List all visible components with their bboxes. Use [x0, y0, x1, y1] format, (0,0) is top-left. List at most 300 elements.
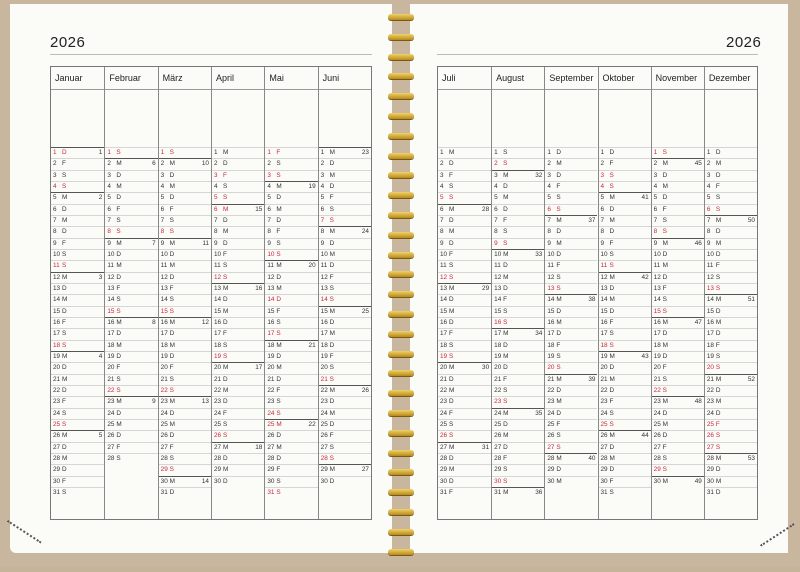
day-row[interactable]: [438, 249, 491, 260]
day-row[interactable]: [159, 340, 211, 351]
day-row[interactable]: [599, 170, 651, 181]
day-row[interactable]: [545, 306, 597, 317]
day-row[interactable]: [159, 147, 211, 158]
day-row[interactable]: [599, 476, 651, 487]
day-row[interactable]: [159, 351, 211, 362]
day-row[interactable]: [319, 204, 371, 215]
day-row[interactable]: [51, 442, 104, 453]
day-row[interactable]: [705, 487, 757, 498]
day-row[interactable]: [51, 294, 104, 305]
day-row[interactable]: [492, 340, 544, 351]
day-row[interactable]: [212, 306, 264, 317]
day-row[interactable]: [212, 204, 264, 215]
day-row[interactable]: [545, 215, 597, 226]
day-row[interactable]: [492, 351, 544, 362]
day-row[interactable]: [319, 408, 371, 419]
day-row[interactable]: [265, 419, 317, 430]
day-row[interactable]: [492, 419, 544, 430]
day-row[interactable]: [319, 147, 371, 158]
day-row[interactable]: [545, 260, 597, 271]
day-row[interactable]: [159, 476, 211, 487]
day-row[interactable]: [492, 260, 544, 271]
day-row[interactable]: [545, 396, 597, 407]
day-row[interactable]: [599, 362, 651, 373]
day-row[interactable]: [265, 453, 317, 464]
day-row[interactable]: [212, 260, 264, 271]
day-row[interactable]: [159, 317, 211, 328]
day-row[interactable]: [599, 328, 651, 339]
day-row[interactable]: [319, 328, 371, 339]
day-row[interactable]: [212, 147, 264, 158]
day-row[interactable]: [105, 215, 157, 226]
day-row[interactable]: [212, 351, 264, 362]
day-row[interactable]: [438, 328, 491, 339]
day-row[interactable]: [212, 453, 264, 464]
day-row[interactable]: [265, 351, 317, 362]
day-row[interactable]: [105, 317, 157, 328]
day-row[interactable]: [438, 170, 491, 181]
day-row[interactable]: [438, 442, 491, 453]
day-row[interactable]: [599, 272, 651, 283]
day-row[interactable]: [438, 215, 491, 226]
day-row[interactable]: [438, 294, 491, 305]
day-row[interactable]: [159, 442, 211, 453]
day-row[interactable]: [652, 340, 704, 351]
day-row[interactable]: [492, 158, 544, 169]
day-row[interactable]: [265, 226, 317, 237]
day-row[interactable]: [319, 453, 371, 464]
day-row[interactable]: [319, 476, 371, 487]
day-row[interactable]: [51, 464, 104, 475]
day-row[interactable]: [159, 306, 211, 317]
day-row[interactable]: [159, 362, 211, 373]
day-row[interactable]: [51, 408, 104, 419]
day-row[interactable]: [599, 238, 651, 249]
day-row[interactable]: [159, 158, 211, 169]
day-row[interactable]: [105, 272, 157, 283]
day-row[interactable]: [438, 362, 491, 373]
day-row[interactable]: [492, 238, 544, 249]
day-row[interactable]: [212, 396, 264, 407]
day-row[interactable]: [319, 374, 371, 385]
day-row[interactable]: [599, 487, 651, 498]
day-row[interactable]: [159, 181, 211, 192]
day-row[interactable]: [492, 181, 544, 192]
day-row[interactable]: [159, 294, 211, 305]
day-row[interactable]: [545, 249, 597, 260]
day-row[interactable]: [319, 442, 371, 453]
day-row[interactable]: [319, 430, 371, 441]
day-row[interactable]: [212, 158, 264, 169]
day-row[interactable]: [705, 362, 757, 373]
day-row[interactable]: [652, 396, 704, 407]
day-row[interactable]: [545, 453, 597, 464]
day-row[interactable]: [319, 396, 371, 407]
day-row[interactable]: [105, 340, 157, 351]
day-row[interactable]: [705, 385, 757, 396]
day-row[interactable]: [212, 238, 264, 249]
day-row[interactable]: [545, 204, 597, 215]
day-row[interactable]: [705, 158, 757, 169]
day-row[interactable]: [159, 385, 211, 396]
day-row[interactable]: [159, 215, 211, 226]
day-row[interactable]: [652, 294, 704, 305]
day-row[interactable]: [705, 215, 757, 226]
day-row[interactable]: [705, 464, 757, 475]
day-row[interactable]: [319, 362, 371, 373]
day-row[interactable]: [51, 272, 104, 283]
day-row[interactable]: [319, 249, 371, 260]
day-row[interactable]: [438, 430, 491, 441]
day-row[interactable]: [438, 181, 491, 192]
day-row[interactable]: [51, 215, 104, 226]
day-row[interactable]: [545, 408, 597, 419]
day-row[interactable]: [159, 260, 211, 271]
day-row[interactable]: [105, 283, 157, 294]
day-row[interactable]: [212, 283, 264, 294]
day-row[interactable]: [51, 238, 104, 249]
day-row[interactable]: [545, 385, 597, 396]
day-row[interactable]: [212, 192, 264, 203]
day-row[interactable]: [51, 283, 104, 294]
day-row[interactable]: [265, 408, 317, 419]
day-row[interactable]: [265, 204, 317, 215]
day-row[interactable]: [652, 215, 704, 226]
day-row[interactable]: [438, 464, 491, 475]
day-row[interactable]: [438, 283, 491, 294]
day-row[interactable]: [438, 351, 491, 362]
day-row[interactable]: [705, 476, 757, 487]
day-row[interactable]: [705, 419, 757, 430]
day-row[interactable]: [545, 374, 597, 385]
day-row[interactable]: [319, 464, 371, 475]
day-row[interactable]: [599, 204, 651, 215]
day-row[interactable]: [212, 408, 264, 419]
day-row[interactable]: [105, 385, 157, 396]
day-row[interactable]: [599, 306, 651, 317]
day-row[interactable]: [438, 487, 491, 498]
day-row[interactable]: [438, 192, 491, 203]
day-row[interactable]: [438, 408, 491, 419]
day-row[interactable]: [51, 192, 104, 203]
day-row[interactable]: [545, 181, 597, 192]
day-row[interactable]: [492, 147, 544, 158]
day-row[interactable]: [545, 419, 597, 430]
day-row[interactable]: [705, 396, 757, 407]
day-row[interactable]: [438, 419, 491, 430]
day-row[interactable]: [159, 374, 211, 385]
day-row[interactable]: [319, 317, 371, 328]
day-row[interactable]: [319, 192, 371, 203]
day-row[interactable]: [51, 204, 104, 215]
day-row[interactable]: [319, 215, 371, 226]
day-row[interactable]: [705, 260, 757, 271]
day-row[interactable]: [492, 226, 544, 237]
day-row[interactable]: [212, 340, 264, 351]
day-row[interactable]: [438, 374, 491, 385]
day-row[interactable]: [51, 396, 104, 407]
day-row[interactable]: [545, 272, 597, 283]
day-row[interactable]: [705, 408, 757, 419]
day-row[interactable]: [599, 181, 651, 192]
day-row[interactable]: [159, 328, 211, 339]
day-row[interactable]: [652, 385, 704, 396]
day-row[interactable]: [265, 430, 317, 441]
day-row[interactable]: [319, 306, 371, 317]
day-row[interactable]: [545, 238, 597, 249]
day-row[interactable]: [492, 215, 544, 226]
day-row[interactable]: [705, 238, 757, 249]
day-row[interactable]: [599, 260, 651, 271]
day-row[interactable]: [265, 249, 317, 260]
day-row[interactable]: [492, 487, 544, 498]
day-row[interactable]: [51, 147, 104, 158]
day-row[interactable]: [212, 442, 264, 453]
day-row[interactable]: [159, 487, 211, 498]
day-row[interactable]: [599, 317, 651, 328]
day-row[interactable]: [705, 192, 757, 203]
day-row[interactable]: [492, 204, 544, 215]
day-row[interactable]: [159, 238, 211, 249]
day-row[interactable]: [492, 476, 544, 487]
day-row[interactable]: [599, 464, 651, 475]
day-row[interactable]: [105, 419, 157, 430]
day-row[interactable]: [545, 192, 597, 203]
day-row[interactable]: [652, 419, 704, 430]
day-row[interactable]: [652, 272, 704, 283]
day-row[interactable]: [599, 158, 651, 169]
day-row[interactable]: [319, 170, 371, 181]
day-row[interactable]: [265, 294, 317, 305]
day-row[interactable]: [51, 351, 104, 362]
day-row[interactable]: [51, 181, 104, 192]
day-row[interactable]: [492, 249, 544, 260]
day-row[interactable]: [492, 430, 544, 441]
day-row[interactable]: [545, 294, 597, 305]
day-row[interactable]: [545, 328, 597, 339]
day-row[interactable]: [105, 396, 157, 407]
day-row[interactable]: [159, 170, 211, 181]
day-row[interactable]: [319, 238, 371, 249]
day-row[interactable]: [212, 317, 264, 328]
day-row[interactable]: [438, 260, 491, 271]
day-row[interactable]: [212, 476, 264, 487]
day-row[interactable]: [545, 464, 597, 475]
day-row[interactable]: [319, 294, 371, 305]
day-row[interactable]: [492, 294, 544, 305]
day-row[interactable]: [105, 204, 157, 215]
day-row[interactable]: [265, 442, 317, 453]
day-row[interactable]: [545, 362, 597, 373]
day-row[interactable]: [705, 351, 757, 362]
day-row[interactable]: [492, 385, 544, 396]
day-row[interactable]: [212, 362, 264, 373]
day-row[interactable]: [319, 181, 371, 192]
day-row[interactable]: [599, 192, 651, 203]
day-row[interactable]: [159, 204, 211, 215]
day-row[interactable]: [705, 249, 757, 260]
day-row[interactable]: [545, 226, 597, 237]
day-row[interactable]: [492, 317, 544, 328]
day-row[interactable]: [265, 260, 317, 271]
day-row[interactable]: [105, 249, 157, 260]
day-row[interactable]: [51, 328, 104, 339]
day-row[interactable]: [105, 351, 157, 362]
day-row[interactable]: [652, 351, 704, 362]
day-row[interactable]: [105, 238, 157, 249]
day-row[interactable]: [705, 317, 757, 328]
day-row[interactable]: [105, 408, 157, 419]
day-row[interactable]: [545, 158, 597, 169]
day-row[interactable]: [159, 396, 211, 407]
day-row[interactable]: [652, 453, 704, 464]
day-row[interactable]: [492, 464, 544, 475]
day-row[interactable]: [492, 306, 544, 317]
day-row[interactable]: [159, 430, 211, 441]
day-row[interactable]: [105, 260, 157, 271]
day-row[interactable]: [319, 226, 371, 237]
day-row[interactable]: [159, 272, 211, 283]
day-row[interactable]: [159, 283, 211, 294]
day-row[interactable]: [159, 192, 211, 203]
day-row[interactable]: [438, 204, 491, 215]
day-row[interactable]: [51, 430, 104, 441]
day-row[interactable]: [705, 340, 757, 351]
day-row[interactable]: [105, 158, 157, 169]
day-row[interactable]: [212, 419, 264, 430]
day-row[interactable]: [265, 170, 317, 181]
day-row[interactable]: [212, 374, 264, 385]
day-row[interactable]: [51, 476, 104, 487]
day-row[interactable]: [319, 158, 371, 169]
day-row[interactable]: [599, 430, 651, 441]
day-row[interactable]: [492, 374, 544, 385]
day-row[interactable]: [265, 487, 317, 498]
day-row[interactable]: [705, 170, 757, 181]
day-row[interactable]: [652, 170, 704, 181]
day-row[interactable]: [51, 249, 104, 260]
day-row[interactable]: [51, 226, 104, 237]
day-row[interactable]: [492, 453, 544, 464]
day-row[interactable]: [492, 283, 544, 294]
day-row[interactable]: [265, 283, 317, 294]
day-row[interactable]: [319, 385, 371, 396]
day-row[interactable]: [212, 226, 264, 237]
day-row[interactable]: [492, 328, 544, 339]
day-row[interactable]: [51, 453, 104, 464]
day-row[interactable]: [705, 430, 757, 441]
day-row[interactable]: [265, 362, 317, 373]
day-row[interactable]: [438, 453, 491, 464]
day-row[interactable]: [265, 396, 317, 407]
day-row[interactable]: [51, 317, 104, 328]
day-row[interactable]: [652, 476, 704, 487]
day-row[interactable]: [652, 306, 704, 317]
day-row[interactable]: [265, 306, 317, 317]
day-row[interactable]: [265, 181, 317, 192]
day-row[interactable]: [599, 453, 651, 464]
day-row[interactable]: [705, 442, 757, 453]
day-row[interactable]: [105, 442, 157, 453]
day-row[interactable]: [545, 170, 597, 181]
day-row[interactable]: [265, 340, 317, 351]
day-row[interactable]: [51, 362, 104, 373]
day-row[interactable]: [492, 362, 544, 373]
day-row[interactable]: [705, 226, 757, 237]
day-row[interactable]: [652, 362, 704, 373]
day-row[interactable]: [105, 430, 157, 441]
day-row[interactable]: [105, 362, 157, 373]
day-row[interactable]: [492, 408, 544, 419]
day-row[interactable]: [212, 170, 264, 181]
day-row[interactable]: [265, 215, 317, 226]
day-row[interactable]: [105, 147, 157, 158]
day-row[interactable]: [545, 317, 597, 328]
day-row[interactable]: [212, 464, 264, 475]
day-row[interactable]: [652, 430, 704, 441]
day-row[interactable]: [545, 430, 597, 441]
day-row[interactable]: [159, 226, 211, 237]
day-row[interactable]: [545, 147, 597, 158]
day-row[interactable]: [105, 294, 157, 305]
day-row[interactable]: [599, 351, 651, 362]
day-row[interactable]: [438, 272, 491, 283]
day-row[interactable]: [105, 453, 157, 464]
day-row[interactable]: [652, 317, 704, 328]
day-row[interactable]: [705, 374, 757, 385]
day-row[interactable]: [159, 453, 211, 464]
day-row[interactable]: [652, 226, 704, 237]
day-row[interactable]: [705, 306, 757, 317]
day-row[interactable]: [599, 408, 651, 419]
day-row[interactable]: [652, 442, 704, 453]
day-row[interactable]: [212, 294, 264, 305]
day-row[interactable]: [652, 147, 704, 158]
day-row[interactable]: [438, 238, 491, 249]
day-row[interactable]: [212, 181, 264, 192]
day-row[interactable]: [599, 283, 651, 294]
day-row[interactable]: [265, 147, 317, 158]
day-row[interactable]: [652, 158, 704, 169]
day-row[interactable]: [438, 158, 491, 169]
day-row[interactable]: [438, 147, 491, 158]
day-row[interactable]: [705, 272, 757, 283]
day-row[interactable]: [51, 385, 104, 396]
day-row[interactable]: [652, 408, 704, 419]
day-row[interactable]: [492, 192, 544, 203]
day-row[interactable]: [599, 147, 651, 158]
day-row[interactable]: [652, 328, 704, 339]
day-row[interactable]: [212, 328, 264, 339]
day-row[interactable]: [51, 340, 104, 351]
day-row[interactable]: [705, 294, 757, 305]
day-row[interactable]: [51, 419, 104, 430]
day-row[interactable]: [159, 408, 211, 419]
day-row[interactable]: [705, 453, 757, 464]
day-row[interactable]: [265, 328, 317, 339]
day-row[interactable]: [105, 328, 157, 339]
day-row[interactable]: [438, 385, 491, 396]
day-row[interactable]: [599, 294, 651, 305]
day-row[interactable]: [105, 226, 157, 237]
day-row[interactable]: [599, 215, 651, 226]
day-row[interactable]: [438, 317, 491, 328]
day-row[interactable]: [265, 385, 317, 396]
day-row[interactable]: [705, 204, 757, 215]
day-row[interactable]: [652, 181, 704, 192]
day-row[interactable]: [159, 249, 211, 260]
day-row[interactable]: [545, 476, 597, 487]
